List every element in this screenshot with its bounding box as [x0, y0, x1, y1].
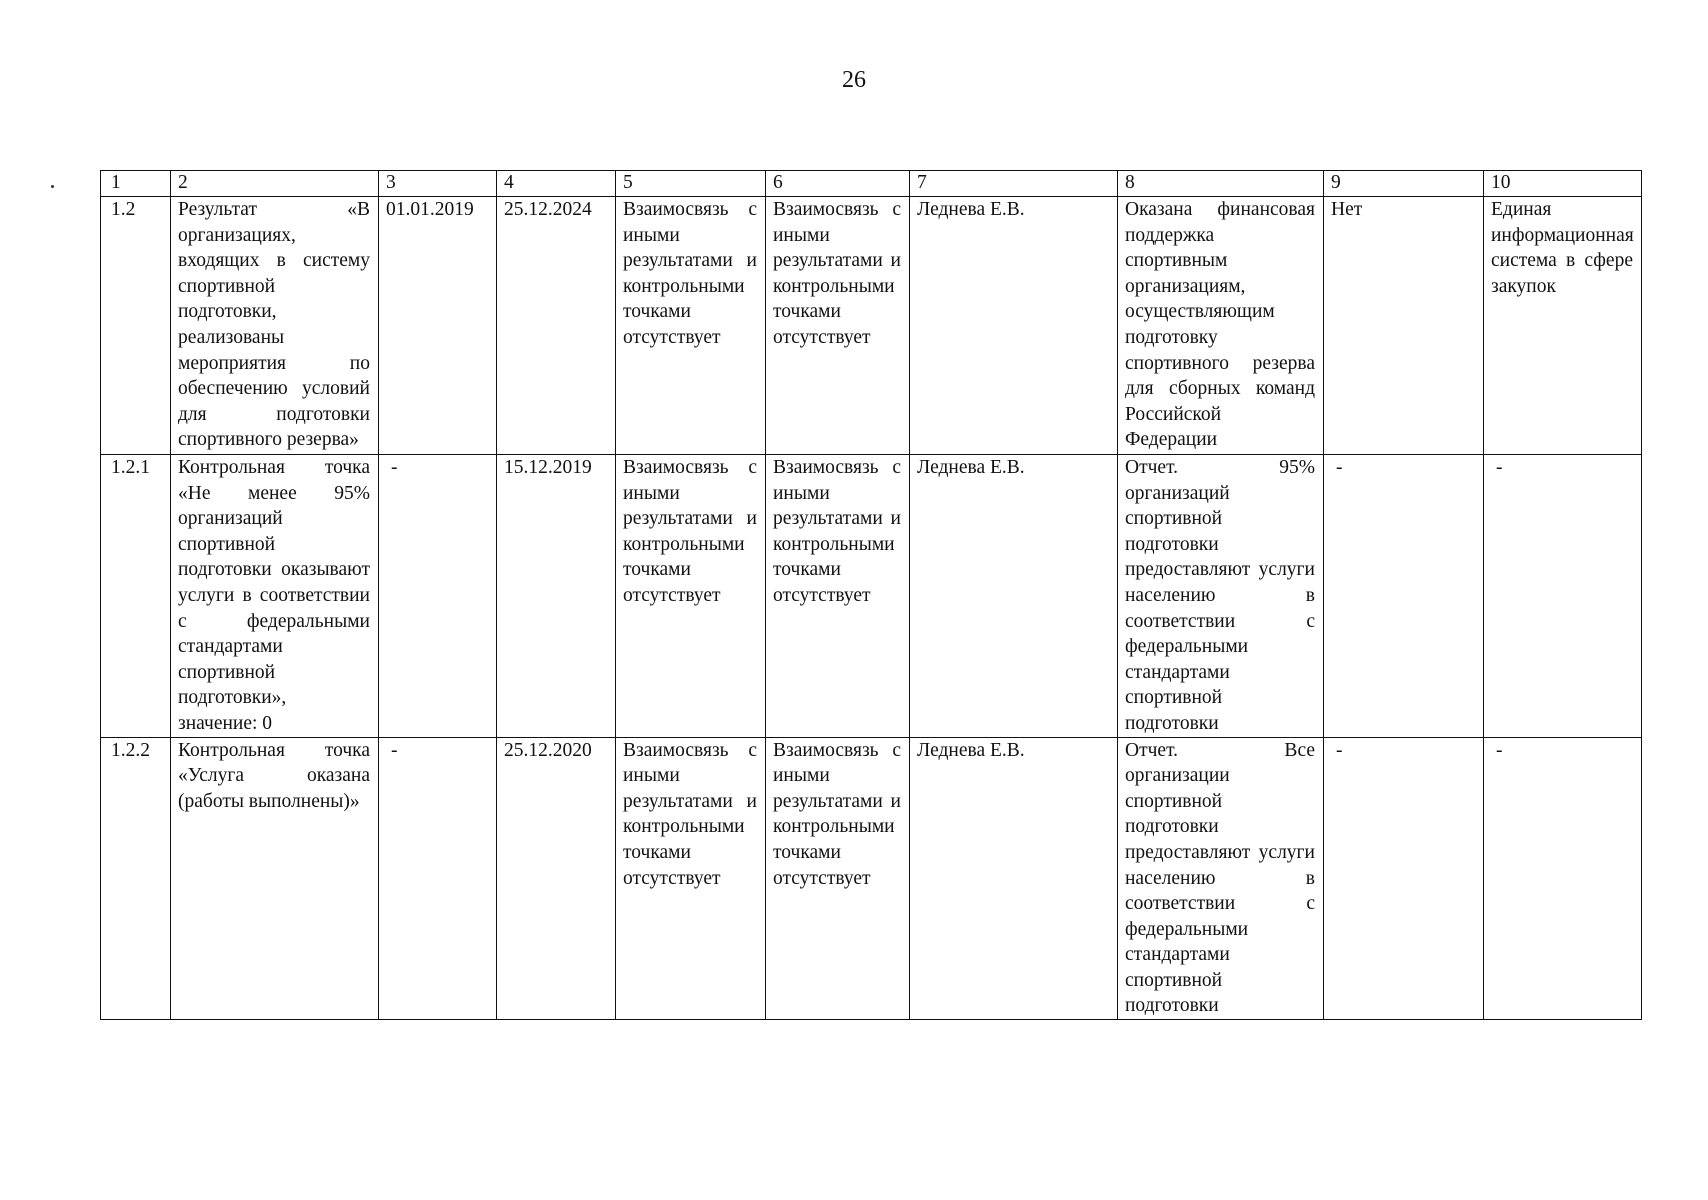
responsible-person: Леднева Е.В.	[910, 197, 1118, 455]
column-9-value: -	[1324, 737, 1484, 1020]
header-cell: 8	[1118, 171, 1324, 197]
result-text: Оказана финансовая поддержка спортивным организациям, осуществляющим подготовку спортивного резерва для сборных команд Российской Федерации	[1118, 197, 1324, 455]
header-cell: 7	[910, 171, 1118, 197]
end-date: 15.12.2019	[497, 455, 616, 738]
column-10-value: Единая информационная система в сфере закупок	[1484, 197, 1642, 455]
header-cell: 4	[497, 171, 616, 197]
header-cell: 1	[101, 171, 171, 197]
result-text: Отчет. Все организации спортивной подготовки предоставляют услуги населению в соответствии с федеральными стандартами спортивной подготовки	[1118, 737, 1324, 1020]
row-number: 1.2.1	[101, 455, 171, 738]
start-date: -	[379, 737, 497, 1020]
row-title: Результат «В организациях, входящих в систему спортивной подготовки, реализованы мероприятия по обеспечению условий для подготовки спортивного резерва»	[171, 197, 379, 455]
page-number: 26	[842, 67, 866, 93]
header-cell: 10	[1484, 171, 1642, 197]
header-cell: 3	[379, 171, 497, 197]
column-10-value: -	[1484, 455, 1642, 738]
linkage-text: Взаимосвязь с иными результатами и контрольными точками отсутствует	[616, 455, 766, 738]
linkage-text: Взаимосвязь с иными результатами и контрольными точками отсутствует	[616, 197, 766, 455]
row-number: 1.2.2	[101, 737, 171, 1020]
header-cell: 9	[1324, 171, 1484, 197]
end-date: 25.12.2024	[497, 197, 616, 455]
header-cell: 2	[171, 171, 379, 197]
linkage-text: Взаимосвязь с иными результатами и контрольными точками отсутствует	[766, 197, 910, 455]
table-row	[101, 455, 1642, 738]
start-date: 01.01.2019	[379, 197, 497, 455]
row-title: Контрольная точка «Услуга оказана (работы выполнены)»	[171, 737, 379, 1020]
responsible-person: Леднева Е.В.	[910, 455, 1118, 738]
end-date: 25.12.2020	[497, 737, 616, 1020]
linkage-text: Взаимосвязь с иными результатами и контрольными точками отсутствует	[616, 737, 766, 1020]
responsible-person: Леднева Е.В.	[910, 737, 1118, 1020]
row-number: 1.2	[101, 197, 171, 455]
header-cell: 5	[616, 171, 766, 197]
linkage-text: Взаимосвязь с иными результатами и контрольными точками отсутствует	[766, 455, 910, 738]
header-cell: 6	[766, 171, 910, 197]
column-10-value: -	[1484, 737, 1642, 1020]
header-row	[101, 171, 1642, 197]
plan-table	[100, 170, 1642, 1020]
linkage-text: Взаимосвязь с иными результатами и контрольными точками отсутствует	[766, 737, 910, 1020]
scan-speck	[51, 185, 54, 188]
column-9-value: Нет	[1324, 197, 1484, 455]
start-date: -	[379, 455, 497, 738]
row-title: Контрольная точка «Не менее 95% организаций спортивной подготовки оказывают услуги в соответствии с федеральными стандартами спортивной подготовки», значение: 0	[171, 455, 379, 738]
result-text: Отчет. 95% организаций спортивной подготовки предоставляют услуги населению в соответствии с федеральными стандартами спортивной подготовки	[1118, 455, 1324, 738]
table-row	[101, 737, 1642, 1020]
table-row	[101, 197, 1642, 455]
column-9-value: -	[1324, 455, 1484, 738]
